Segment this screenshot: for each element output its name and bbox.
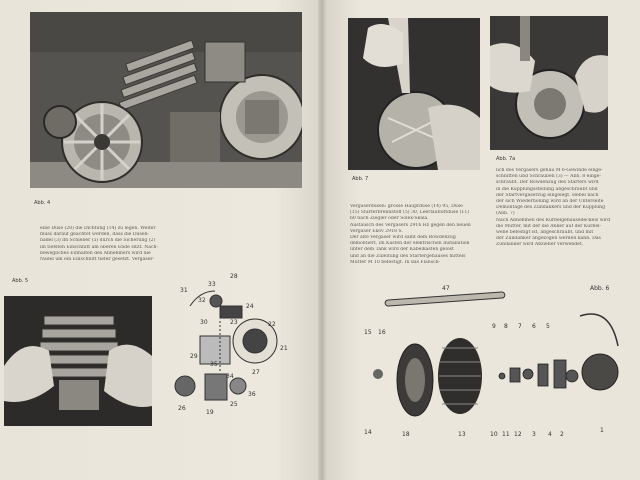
text-line: Zündanker wird Abzieher verwendet. [496, 242, 584, 248]
text-line: muss darauf geachtet werden, dass die Düsen- [40, 232, 150, 238]
text-line: welle befestigt ist, abgeschraubt, und mit [496, 230, 594, 236]
diagram-label: 35 [210, 361, 218, 368]
diagram-label: 5 [546, 323, 550, 330]
carburetor-exploded-diagram [160, 266, 310, 426]
diagram-label: 30 [200, 319, 208, 326]
diagram-label: 25 [230, 401, 238, 408]
diagram-label: 10 [490, 431, 498, 438]
diagram-label: 28 [230, 273, 238, 280]
diagram-label: 23 [230, 319, 238, 326]
text-line: Mutter M 10 befestigt. In das Flansch- [350, 259, 441, 265]
text-line: Der alte Vergaser wird samt dem Bowdenzug [350, 235, 456, 241]
diagram-label: 22 [268, 321, 276, 328]
diagram-label: 14 [364, 429, 372, 436]
text-line: demontiert, im Kasten der elektrischen Installation [350, 241, 470, 247]
book-gutter [318, 0, 326, 480]
diagram-label: 1 [600, 427, 604, 434]
right-top-text-block [496, 168, 614, 264]
text-line: (15) Starterbrennstoff (5) 30, Leerlaufluftdüse (11) [350, 210, 470, 216]
diagram-label: 47 [442, 285, 450, 292]
text-line: (Abb. 7) [496, 211, 515, 217]
text-line: der sich Wiederholung wird an der Unterseite [496, 199, 604, 205]
text-line: der Startvergaserzug eingelegt. Hebel nach [496, 192, 599, 198]
text-line: und an die Zuleitung des Startergehäuses mittels [350, 253, 466, 259]
text-line: nadel (3) im Schieber (5) durch die Sicherung (2) [40, 238, 156, 244]
text-line: Nadel um ein Einschnitt tiefer gesetzt. Vergaser- [40, 257, 155, 263]
text-line: Vergaser Ekov 2918 S. [350, 228, 403, 234]
cylinder-photo [4, 296, 152, 426]
abb6-label: Abb. 6 [590, 285, 610, 292]
diagram-label: 9 [492, 323, 496, 330]
diagram-label: 24 [246, 303, 254, 310]
engine-photo-image [30, 12, 302, 188]
caption-abb4: Abb. 4 [34, 200, 51, 206]
text-line: bewegliches Einhalten des Abnehmers wird die [40, 250, 151, 256]
diagram-label: 13 [458, 431, 466, 438]
engine-photo [30, 12, 302, 188]
screwdriver-photo-image [348, 18, 480, 170]
text-line: lich des Vergasers genau M 6-Gewinde einge- [496, 168, 603, 173]
diagram-label: 29 [190, 353, 198, 360]
diagram-label: 16 [378, 329, 386, 336]
diagram-label: 34 [226, 373, 234, 380]
magneto-diagram-drawing [350, 276, 628, 446]
caption-abb7a: Abb. 7a [496, 156, 516, 162]
diagram-label: 19 [206, 409, 214, 416]
screwdriver-photo [348, 18, 480, 170]
diagram-label: 8 [504, 323, 508, 330]
text-line: 60 nach Ziegler oder Solex-Skala. [350, 216, 429, 222]
diagram-label: 3 [532, 431, 536, 438]
diagram-label: 11 [502, 431, 510, 438]
diagram-label: 27 [252, 369, 260, 376]
diagram-label: 2 [560, 431, 564, 438]
diagram-label: 6 [532, 323, 536, 330]
caption-abb5: Abb. 5 [12, 278, 29, 284]
text-line: Demontage des Zündankers und der Kupplung [496, 205, 606, 211]
text-line: Nach Abnehmen des Kurbelgehäusedeckels wird [496, 217, 611, 223]
diagram-label: 26 [178, 405, 186, 412]
diagram-label: 7 [518, 323, 522, 330]
diagram-label: 4 [548, 431, 552, 438]
left-text-block [40, 226, 160, 270]
text-line: in die Kupplungsstellung abgeschraubt und [496, 186, 598, 192]
text-line: schraubt. Der Bowdenzug des Starters wird [496, 180, 599, 186]
diagram-label: 12 [514, 431, 522, 438]
caption-abb7: Abb. 7 [352, 176, 369, 182]
diagram-label: 36 [248, 391, 256, 398]
carburetor-diagram-drawing [160, 266, 310, 426]
armature-photo [490, 16, 608, 150]
diagram-label: 32 [198, 297, 206, 304]
armature-photo-image [490, 16, 608, 150]
magneto-exploded-diagram [350, 276, 628, 446]
diagram-label: 18 [402, 431, 410, 438]
diagram-label: 21 [280, 345, 288, 352]
cylinder-photo-image [4, 296, 152, 426]
text-line: die Mutter, mit der die Anker auf der Kurbel- [496, 223, 602, 229]
text-line: im tiefsten Einschnitt am oberen Ende sitzt. Nach- [40, 244, 159, 250]
text-line: der Zündanker abgezogen werden kann. Das [496, 236, 601, 242]
text-line: unter dem Tank wird der Kabelkasten gelöst [350, 247, 454, 253]
diagram-label: 15 [364, 329, 372, 336]
right-mid-text-block [350, 204, 490, 276]
diagram-label: 31 [180, 287, 188, 294]
text-line: eine Düse (20) die Dichtung (14) zu legen. Weiter [40, 226, 156, 231]
text-line: schnitten und Schrauben (3) — Abb. 8 einge- [496, 174, 601, 180]
diagram-label: 33 [208, 281, 216, 288]
text-line: Austausch des Vergasers 2916 Hz gegen den neuen [350, 222, 471, 228]
text-line: Vergaserdüsen: grosse Hauptdüse (14) 95, Düse [350, 204, 463, 209]
